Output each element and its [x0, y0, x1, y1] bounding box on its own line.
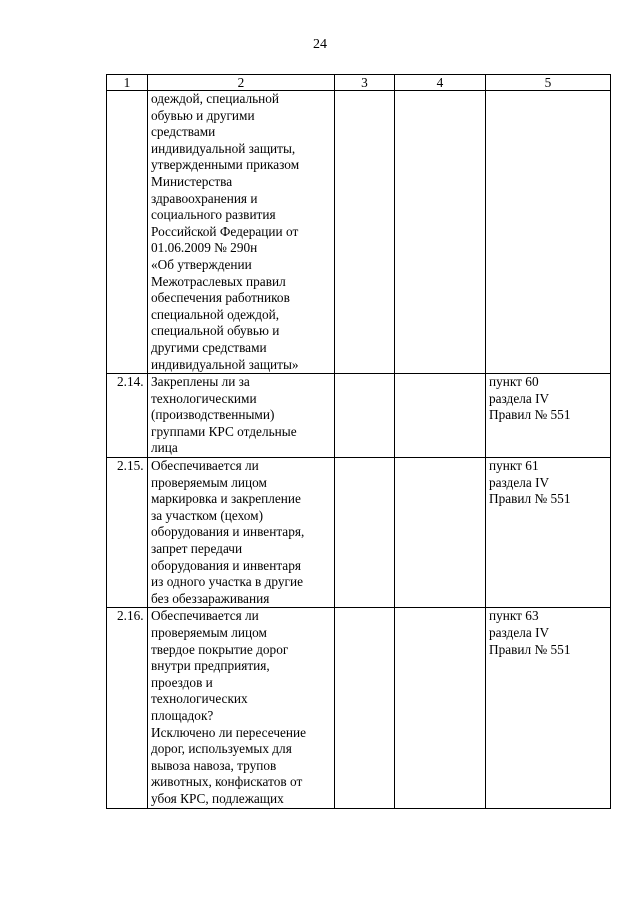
text-line: твердое покрытие дорог: [151, 641, 289, 657]
answer-cell-4: [395, 458, 486, 608]
text-line: «Об утверждении: [151, 256, 252, 272]
text-line: другими средствами: [151, 339, 267, 355]
reference-line: пункт 61: [489, 458, 539, 474]
text-line: индивидуальной защиты,: [151, 140, 296, 156]
header-cell-3: 3: [335, 75, 395, 91]
text-line: социального развития: [151, 207, 276, 223]
text-line: Межотраслевых правил: [151, 273, 286, 289]
text-line: технологических: [151, 691, 248, 707]
requirement-text: [148, 458, 335, 608]
header-cell-5: 5: [486, 75, 611, 91]
text-line: (производственными): [151, 407, 275, 423]
text-line: обувью и другими: [151, 107, 255, 123]
text-line: проверяемым лицом: [151, 625, 267, 640]
requirement-text: [148, 91, 335, 374]
text-line: специальной одеждой,: [151, 306, 280, 322]
text-line: Российской Федерации от: [151, 223, 299, 239]
text-line: Министерства: [151, 173, 233, 189]
reference-line: Правил № 551: [489, 491, 571, 507]
text-line: дорог, используемых для: [151, 741, 292, 757]
reference-line: раздела IV: [489, 625, 550, 640]
text-line: лица: [151, 440, 178, 456]
table-row: [107, 374, 611, 458]
row-number: 2.14.: [107, 374, 148, 458]
row-number: [107, 91, 148, 374]
text-line: специальной обувью и: [151, 323, 280, 339]
text-line: оборудования и инвентаря: [151, 557, 301, 573]
reference-line: Правил № 551: [489, 407, 571, 423]
answer-cell-3: [335, 608, 395, 808]
text-line: технологическими: [151, 390, 257, 406]
text-line: обеспечения работников: [151, 290, 290, 306]
text-line: за участком (цехом): [151, 507, 263, 523]
text-line: внутри предприятия,: [151, 658, 270, 674]
reference-line: раздела IV: [489, 390, 550, 406]
table-row: [107, 91, 611, 374]
text-line: проездов и: [151, 674, 213, 690]
header-cell-1: 1: [107, 75, 148, 91]
text-line: площадок?: [151, 707, 214, 723]
reference-line: пункт 63: [489, 608, 539, 624]
text-line: Обеспечивается ли: [151, 458, 259, 474]
reference-line: Правил № 551: [489, 641, 571, 657]
header-cell-4: 4: [395, 75, 486, 91]
legal-reference: [486, 91, 611, 374]
table-body: [107, 75, 611, 809]
header-cell-2: 2: [148, 75, 335, 91]
text-line: здравоохранения и: [151, 190, 258, 206]
text-line: маркировка и закрепление: [151, 491, 301, 507]
answer-cell-3: [335, 458, 395, 608]
text-line: Закреплены ли за: [151, 374, 250, 390]
text-line: животных, конфискатов от: [151, 774, 303, 790]
reference-line: раздела IV: [489, 474, 550, 490]
text-line: проверяемым лицом: [151, 474, 267, 490]
legal-reference: [486, 374, 611, 458]
text-line: убоя КРС, подлежащих: [151, 790, 284, 806]
text-line: Исключено ли пересечение: [151, 724, 307, 740]
requirement-text: [148, 374, 335, 458]
legal-reference: [486, 608, 611, 808]
checklist-table: [106, 74, 611, 809]
answer-cell-3: [335, 374, 395, 458]
answer-cell-3: [335, 91, 395, 374]
legal-reference: [486, 458, 611, 608]
answer-cell-4: [395, 608, 486, 808]
text-line: утвержденными приказом: [151, 157, 300, 173]
text-line: без обеззараживания: [151, 590, 270, 606]
header-row: [107, 75, 611, 91]
text-line: оборудования и инвентаря,: [151, 524, 305, 540]
page-number: 24: [313, 37, 327, 52]
answer-cell-4: [395, 374, 486, 458]
text-line: вывоза навоза, трупов: [151, 757, 277, 773]
answer-cell-4: [395, 91, 486, 374]
table-row: [107, 458, 611, 608]
row-number: 2.15.: [107, 458, 148, 608]
text-line: одеждой, специальной: [151, 91, 280, 106]
text-line: 01.06.2009 № 290н: [151, 240, 258, 256]
row-number: 2.16.: [107, 608, 148, 808]
text-line: группами КРС отдельные: [151, 423, 297, 439]
text-line: Обеспечивается ли: [151, 608, 259, 624]
table-row: [107, 608, 611, 808]
text-line: средствами: [151, 124, 216, 140]
text-line: из одного участка в другие: [151, 574, 303, 590]
text-line: запрет передачи: [151, 541, 243, 557]
reference-line: пункт 60: [489, 374, 539, 390]
requirement-text: [148, 608, 335, 808]
text-line: индивидуальной защиты»: [151, 356, 299, 372]
